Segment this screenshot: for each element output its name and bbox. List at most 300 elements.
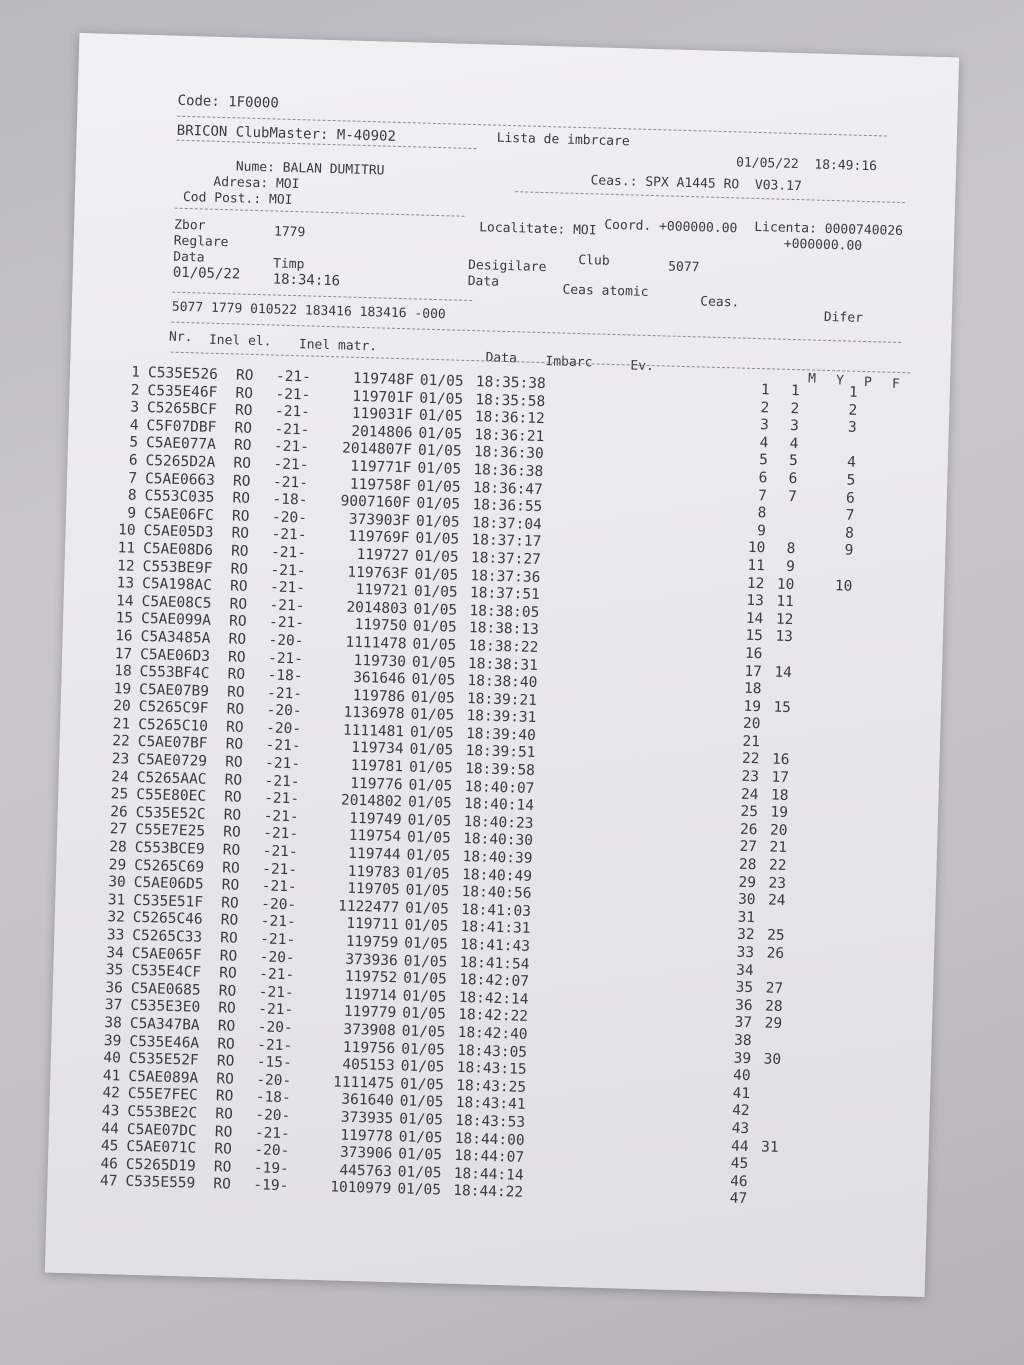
ring-electronic: C5A3485A <box>140 628 211 647</box>
rank-y <box>765 717 791 718</box>
arrival-time: 18:38:40 <box>467 673 538 692</box>
ring-electronic: C5AE06D3 <box>139 646 211 665</box>
ring-number: 119752 <box>344 968 398 987</box>
row-number: 12 <box>116 557 135 575</box>
arrival-date: 01/05 <box>405 865 451 883</box>
row-number: 2 <box>130 382 140 399</box>
rank-f <box>815 1000 841 1001</box>
rank-m: 34 <box>735 962 754 979</box>
ring-number: 119759 <box>345 933 399 952</box>
arrival-date: 01/05 <box>398 1128 443 1147</box>
arrival-date: 01/05 <box>408 759 453 777</box>
row-number: 19 <box>113 680 132 698</box>
col-header-nr: Nr. <box>168 329 193 346</box>
row-number: 21 <box>112 716 131 733</box>
arrival-date: 01/05 <box>413 601 458 619</box>
rank-y: 31 <box>760 1138 779 1156</box>
rank-f <box>821 789 847 790</box>
rank-f <box>811 1140 837 1141</box>
rank-y: 27 <box>765 980 784 998</box>
arrival-time: 18:43:25 <box>456 1077 527 1096</box>
year-code: -21- <box>254 1124 290 1142</box>
country-code: RO <box>228 631 247 648</box>
ring-electronic: C535E46A <box>129 1033 200 1052</box>
row-number: 26 <box>110 803 128 821</box>
rank-y: 9 <box>785 558 796 576</box>
year-code: -21- <box>259 966 295 984</box>
time-label: Timp <box>272 256 305 273</box>
ring-electronic: C5AE077A <box>145 435 217 454</box>
rank-p <box>789 911 815 912</box>
rank-p <box>798 594 824 595</box>
rank-f <box>816 947 842 948</box>
arrival-date: 01/05 <box>400 1058 445 1076</box>
arrival-date: 01/05 <box>414 548 459 566</box>
rank-p <box>801 506 827 507</box>
arrival-date: 01/05 <box>417 442 462 461</box>
rank-y <box>770 523 796 524</box>
arrival-time: 18:41:43 <box>459 936 531 955</box>
row-number: 31 <box>107 891 126 909</box>
code-string: 5077 1779 010522 183416 183416 -000 <box>171 299 446 323</box>
club-value: 5077 <box>667 259 700 276</box>
row-number: 47 <box>99 1173 118 1190</box>
country-code: RO <box>224 771 243 789</box>
country-code: RO <box>226 701 245 719</box>
arrival-date: 01/05 <box>409 741 454 760</box>
document-title: Lista de imbrcare <box>496 130 630 150</box>
rank-f <box>822 736 848 737</box>
rank-p <box>784 1104 810 1105</box>
country-code: RO <box>227 666 246 683</box>
rank-f <box>814 1035 840 1036</box>
rank-f <box>817 912 843 913</box>
row-number: 4 <box>129 417 139 434</box>
year-code: -21- <box>257 1036 293 1054</box>
country-code: RO <box>213 1176 232 1193</box>
ring-number: 119734 <box>351 740 404 758</box>
rank-p <box>793 788 819 789</box>
ring-electronic: C5AE0685 <box>130 980 201 999</box>
row-number: 17 <box>114 645 133 663</box>
arrival-date: 01/05 <box>405 882 450 900</box>
rank-m: 19 <box>743 698 762 715</box>
arrival-time: 18:35:58 <box>475 391 546 410</box>
arrival-time: 18:44:14 <box>453 1165 524 1184</box>
ring-electronic: C5AE071C <box>126 1138 197 1157</box>
atomic-clock-label: Ceas atomic <box>562 282 649 300</box>
row-number: 18 <box>113 663 132 680</box>
rank-p <box>800 542 826 543</box>
ring-number: 119701F <box>352 388 414 407</box>
rank-m: 31 <box>737 909 756 926</box>
arrival-date: 01/05 <box>414 566 459 584</box>
rank-p <box>795 700 821 701</box>
arrival-time: 18:39:21 <box>466 690 538 709</box>
ring-electronic: C55E80EC <box>136 787 207 806</box>
rank-p <box>791 858 817 859</box>
year-code: -21- <box>263 790 300 808</box>
rank-f <box>826 595 852 596</box>
rank-y <box>753 1121 779 1122</box>
arrival-time: 18:40:30 <box>462 831 534 850</box>
country-code: RO <box>225 719 244 736</box>
rank-f: 1 <box>848 384 858 401</box>
rank-y: 12 <box>775 611 794 628</box>
country-code: RO <box>214 1123 233 1141</box>
arrival-time: 18:40:14 <box>463 796 535 815</box>
country-code: RO <box>213 1158 232 1176</box>
rank-p <box>783 1122 809 1123</box>
rank-y: 13 <box>775 628 794 646</box>
device-name: BRICON ClubMaster: M-40902 <box>176 122 397 145</box>
rank-f <box>816 964 842 965</box>
rank-f: 7 <box>845 507 855 524</box>
ring-number: 119769F <box>348 529 410 547</box>
rank-f <box>822 753 848 754</box>
ring-electronic: C5F07DBF <box>146 417 217 436</box>
row-number: 30 <box>108 874 126 891</box>
row-number: 8 <box>127 487 137 504</box>
rank-f <box>826 613 852 614</box>
arrival-date: 01/05 <box>419 372 464 390</box>
country-code: RO <box>221 877 240 894</box>
ring-number: 1010979 <box>330 1179 392 1198</box>
printed-sheet <box>45 33 959 1297</box>
arrival-time: 18:37:17 <box>471 532 542 551</box>
row-number: 41 <box>102 1067 121 1085</box>
flight-label: Zbor <box>173 217 206 234</box>
ring-number: 119776 <box>350 775 403 793</box>
ring-electronic: C5AE08D6 <box>142 540 214 559</box>
rank-y: 2 <box>790 400 800 417</box>
ring-number: 119783 <box>347 863 401 881</box>
rank-m: 3 <box>759 417 770 434</box>
country-code: RO <box>229 578 248 595</box>
coordinates-2: +000000.00 <box>783 236 863 254</box>
arrival-date: 01/05 <box>410 706 455 724</box>
rank-p <box>787 981 813 982</box>
country-code: RO <box>232 490 251 508</box>
rank-p <box>798 612 824 613</box>
rank-y: 14 <box>774 664 793 681</box>
rank-m: 35 <box>735 979 754 997</box>
rank-m: 12 <box>746 575 765 592</box>
rank-p <box>785 1069 811 1070</box>
ring-number: 119786 <box>352 687 406 705</box>
arrival-time: 18:37:04 <box>471 514 542 533</box>
ring-number: 2014807F <box>341 440 413 459</box>
rank-m: 46 <box>729 1173 748 1190</box>
ring-number: 119721 <box>355 582 409 600</box>
arrival-date: 01/05 <box>415 530 460 549</box>
rank-m: 42 <box>731 1102 750 1120</box>
rank-y: 15 <box>773 699 792 716</box>
ring-electronic: C535E52C <box>135 804 206 823</box>
ring-number: 119749 <box>349 810 402 829</box>
rank-y: 18 <box>770 787 789 804</box>
rank-y <box>752 1156 778 1157</box>
arrival-date: 01/05 <box>419 390 464 408</box>
arrival-time: 18:36:30 <box>473 444 544 463</box>
clock-info: Ceas.: SPX A1445 RO V03.17 <box>590 173 803 195</box>
rank-p <box>786 1016 812 1017</box>
rank-y: 3 <box>789 418 800 435</box>
year-code: -21- <box>268 614 305 632</box>
rank-y: 7 <box>787 488 798 505</box>
arrival-time: 18:43:05 <box>456 1042 528 1061</box>
country-code: RO <box>215 1088 234 1106</box>
rank-m: 24 <box>740 786 759 803</box>
year-code: -20- <box>271 509 308 527</box>
owner-name: Nume: BALAN DUMITRU <box>235 159 385 179</box>
year-code: -21- <box>260 931 296 949</box>
rank-f <box>813 1070 839 1071</box>
year-code: -18- <box>267 667 303 685</box>
rank-m: 41 <box>732 1085 751 1102</box>
ring-number: 373906 <box>339 1144 393 1163</box>
row-number: 36 <box>105 979 124 997</box>
rank-y: 16 <box>771 752 790 769</box>
arrival-date: 01/05 <box>404 917 449 936</box>
row-number: 34 <box>106 944 125 962</box>
row-number: 1 <box>131 364 141 381</box>
year-code: -20- <box>268 632 304 650</box>
ring-electronic: C535E52F <box>128 1050 199 1069</box>
ring-number: 119781 <box>350 757 404 776</box>
ring-number: 361646 <box>352 669 406 688</box>
date-value: 01/05/22 <box>172 264 241 283</box>
ring-electronic: C535E4CF <box>131 962 202 981</box>
ring-electronic: C535E46F <box>147 382 218 401</box>
ring-number: 119714 <box>344 986 397 1004</box>
country-code: RO <box>222 824 241 842</box>
rank-f: 9 <box>844 542 854 560</box>
ring-electronic: C553BE2C <box>127 1103 198 1122</box>
arrival-time: 18:43:53 <box>455 1112 526 1131</box>
year-code: -19- <box>253 1177 289 1195</box>
rank-y: 21 <box>769 839 788 857</box>
rank-p <box>794 753 820 754</box>
ring-electronic: C5AE089A <box>128 1068 199 1087</box>
ring-electronic: C553BF4C <box>139 663 210 682</box>
rank-p <box>801 489 827 490</box>
year-code: -20- <box>265 720 302 738</box>
rank-m: 16 <box>744 645 763 663</box>
year-code: -20- <box>257 1019 293 1037</box>
arrival-time: 18:36:38 <box>473 462 544 481</box>
divider <box>171 322 901 343</box>
rank-f <box>830 437 856 438</box>
rank-m: 40 <box>732 1067 751 1085</box>
row-number: 28 <box>109 839 127 856</box>
year-code: -18- <box>272 491 308 509</box>
row-number: 16 <box>114 628 133 645</box>
year-code: -21- <box>272 474 309 492</box>
country-code: RO <box>222 859 240 877</box>
row-number: 29 <box>108 856 127 874</box>
ring-electronic: C553C035 <box>144 488 215 507</box>
rank-y <box>752 1174 778 1175</box>
rank-y: 17 <box>771 769 790 787</box>
country-code: RO <box>231 525 250 543</box>
arrival-date: 01/05 <box>410 689 455 707</box>
rank-p <box>800 524 826 525</box>
row-number: 25 <box>110 786 129 803</box>
arrival-date: 01/05 <box>407 794 452 812</box>
year-code: -21- <box>262 825 299 843</box>
arrival-date: 01/05 <box>416 495 461 513</box>
arrival-date: 01/05 <box>399 1093 444 1111</box>
rank-f <box>821 771 847 772</box>
divider <box>515 191 905 203</box>
country-code: RO <box>215 1106 234 1123</box>
row-number: 6 <box>128 452 138 469</box>
arrival-date: 01/05 <box>415 513 460 531</box>
rank-m: 4 <box>759 434 769 452</box>
ring-electronic: C5265D19 <box>125 1156 196 1175</box>
year-code: -21- <box>266 685 303 703</box>
ring-number: 119705 <box>347 880 400 899</box>
year-code: -20- <box>254 1142 290 1160</box>
arrival-date: 01/05 <box>412 618 457 637</box>
rank-y: 20 <box>769 822 788 839</box>
ring-electronic: C535E3E0 <box>130 998 201 1017</box>
rank-m: 29 <box>738 874 757 891</box>
arrival-time: 18:40:56 <box>461 884 532 903</box>
row-number: 43 <box>101 1102 120 1120</box>
rank-m: 43 <box>731 1120 750 1138</box>
arrival-date: 01/05 <box>402 1005 447 1023</box>
rank-y <box>759 910 785 911</box>
reglare-label: Reglare <box>173 233 229 251</box>
arrival-time: 18:36:47 <box>472 479 543 498</box>
arrival-time: 18:41:54 <box>459 954 530 973</box>
rank-p <box>786 1034 812 1035</box>
rank-p <box>796 682 822 683</box>
rank-y: 5 <box>788 453 799 470</box>
club-label: Club <box>578 252 610 269</box>
ring-electronic: C5265C69 <box>134 857 205 876</box>
year-code: -19- <box>253 1159 289 1177</box>
rank-p <box>787 999 813 1000</box>
col-header-inel-matr: Inel matr. <box>298 337 378 355</box>
arrival-time: 18:40:39 <box>462 849 533 867</box>
rank-p <box>783 1140 809 1141</box>
row-number: 38 <box>104 1015 123 1032</box>
rank-m: 15 <box>745 628 764 645</box>
arrival-time: 18:37:51 <box>469 585 541 604</box>
rank-p <box>781 1192 807 1193</box>
rank-m: 39 <box>733 1050 752 1067</box>
arrival-date: 01/05 <box>416 478 461 496</box>
ring-electronic: C5AE065F <box>131 945 202 964</box>
year-code: -21- <box>269 597 305 615</box>
rank-p <box>782 1175 808 1176</box>
country-code: RO <box>218 1000 236 1018</box>
rank-f <box>825 630 851 631</box>
rank-f: 5 <box>846 472 856 489</box>
rank-m: 45 <box>730 1155 749 1173</box>
rank-p <box>792 823 818 824</box>
row-number: 23 <box>111 751 130 768</box>
arrival-time: 18:39:58 <box>464 761 536 780</box>
rank-y <box>758 963 784 964</box>
arrival-time: 18:36:55 <box>472 497 543 516</box>
rank-f: 3 <box>847 419 857 436</box>
ring-number: 119778 <box>340 1127 394 1145</box>
rank-f <box>817 929 843 930</box>
ring-number: 119750 <box>354 617 408 635</box>
ring-number: 2014802 <box>340 792 403 811</box>
rank-f: 8 <box>844 525 855 542</box>
row-number: 40 <box>103 1050 122 1067</box>
arrival-date: 01/05 <box>407 812 452 830</box>
arrival-time: 18:36:12 <box>474 409 545 428</box>
arrival-time: 18:38:22 <box>468 637 539 656</box>
ring-electronic: C5265C9F <box>138 699 209 718</box>
arrival-date: 01/05 <box>401 1023 446 1041</box>
country-code: RO <box>219 965 237 982</box>
rank-y <box>764 734 790 735</box>
license: Licenta: 0000740026 <box>754 219 904 240</box>
year-code: -20- <box>261 896 297 914</box>
ring-number: 119744 <box>348 845 401 864</box>
ring-number: 119763F <box>347 564 409 582</box>
rank-f: 2 <box>848 402 858 419</box>
rank-p <box>799 577 825 578</box>
col-header-p: P <box>863 375 873 391</box>
arrival-time: 18:42:07 <box>458 972 530 991</box>
country-code: RO <box>220 930 238 947</box>
row-number: 32 <box>107 909 126 926</box>
year-code: -21- <box>258 1001 294 1019</box>
country-code: RO <box>227 648 246 666</box>
ring-electronic: C5AE08C5 <box>141 593 212 612</box>
arrival-date: 01/05 <box>404 900 450 918</box>
arrival-time: 18:38:05 <box>469 602 540 621</box>
row-number: 44 <box>101 1120 120 1138</box>
ring-number: 119756 <box>342 1039 396 1057</box>
ring-number: 373935 <box>340 1109 394 1128</box>
year-code: -20- <box>266 702 302 720</box>
arrival-time: 18:41:31 <box>460 919 531 938</box>
country-code: RO <box>230 560 249 578</box>
rank-y: 28 <box>764 998 783 1015</box>
country-code: RO <box>223 789 242 807</box>
year-code: -20- <box>255 1107 291 1125</box>
rank-y <box>751 1191 777 1192</box>
col-header-ev: Ev. <box>630 358 655 375</box>
ring-electronic: C535E559 <box>125 1174 196 1192</box>
country-code: RO <box>235 367 254 384</box>
rank-p <box>803 436 829 437</box>
rank-m: 9 <box>756 522 767 540</box>
col-header-y: Y <box>835 373 845 389</box>
year-code: -21- <box>261 861 298 878</box>
rank-m: 6 <box>758 470 768 487</box>
country-code: RO <box>218 983 237 1000</box>
rank-y <box>756 1033 782 1034</box>
year-code: -21- <box>269 579 306 597</box>
rank-f <box>814 1017 840 1018</box>
rank-p <box>797 647 823 648</box>
year-code: -21- <box>270 562 306 580</box>
ring-number: 119771F <box>350 458 412 477</box>
row-number: 9 <box>127 505 137 522</box>
ring-number: 1111481 <box>342 722 405 741</box>
year-code: -21- <box>274 421 310 439</box>
